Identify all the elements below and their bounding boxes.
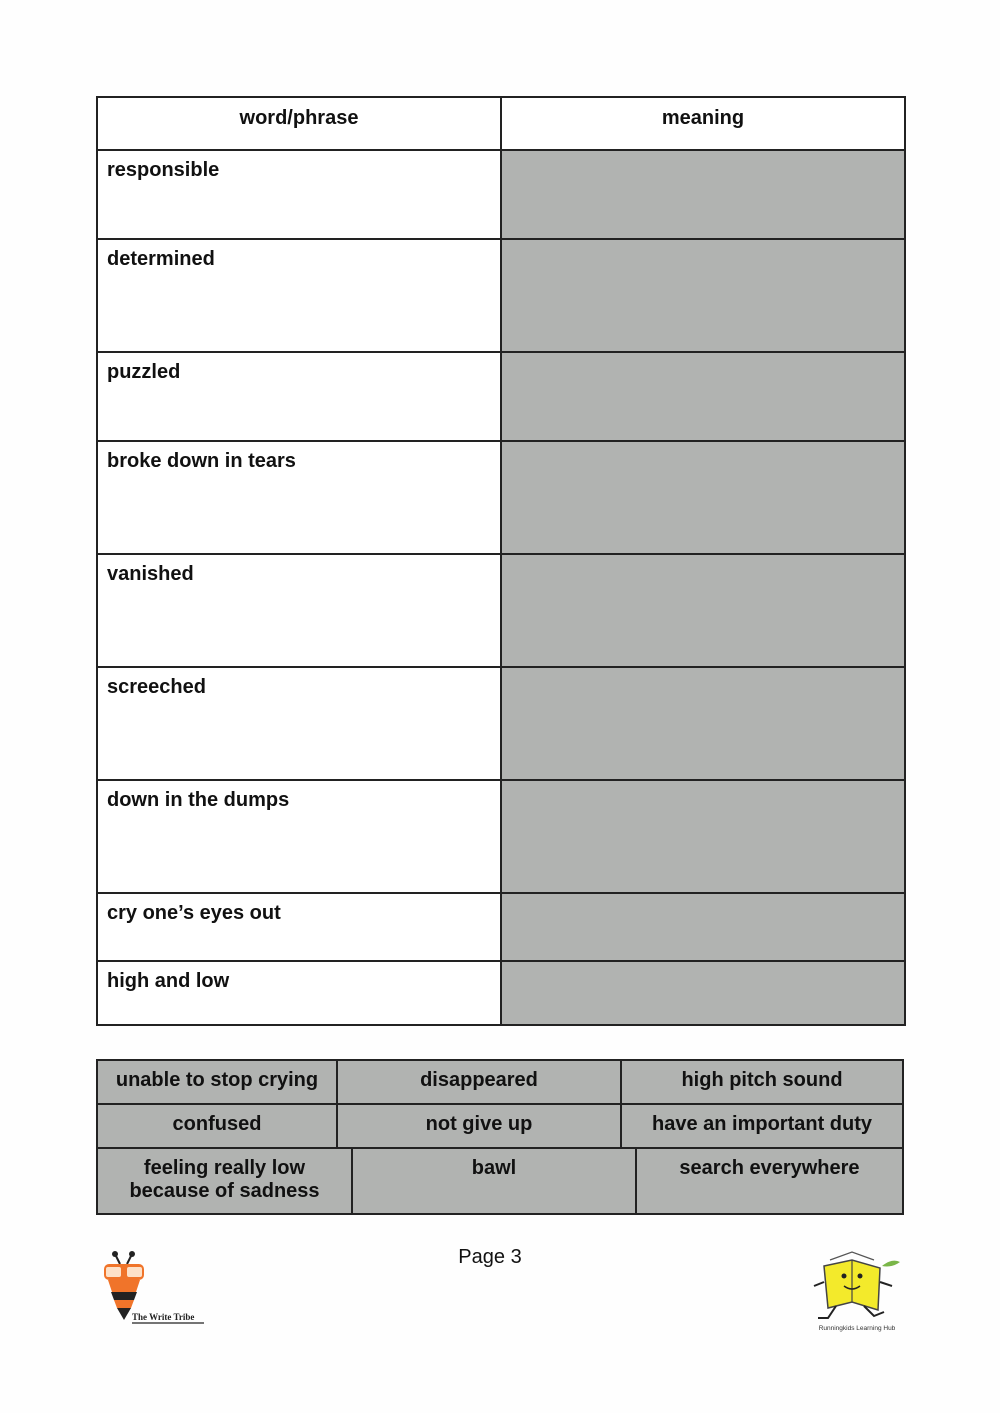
table-row bbox=[97, 441, 905, 554]
meaning-answer-cell[interactable] bbox=[501, 667, 905, 780]
table-row bbox=[97, 352, 905, 441]
header-word-phrase: word/phrase bbox=[97, 97, 501, 150]
word-cell: vanished bbox=[97, 554, 501, 667]
word-bank-option[interactable]: feeling really low because of sadness bbox=[129, 1157, 320, 1202]
header-meaning: meaning bbox=[501, 97, 905, 150]
meaning-answer-cell[interactable] bbox=[501, 150, 905, 239]
meaning-answer-cell[interactable] bbox=[501, 239, 905, 352]
logo-text-right: Runningkids Learning Hub bbox=[818, 1325, 896, 1332]
word-bank-option[interactable]: confused bbox=[172, 1113, 262, 1135]
word-cell: cry one’s eyes out bbox=[97, 893, 501, 961]
meaning-answer-cell[interactable] bbox=[501, 352, 905, 441]
table-row bbox=[97, 554, 905, 667]
word-bank bbox=[96, 1059, 904, 1215]
word-bank-row bbox=[98, 1147, 902, 1213]
word-bank-row bbox=[98, 1061, 902, 1103]
vocabulary-table bbox=[96, 96, 906, 1026]
word-bank-option[interactable]: bawl bbox=[351, 1149, 635, 1213]
word-bank-option[interactable]: have an important duty bbox=[620, 1105, 902, 1147]
word-cell: puzzled bbox=[97, 352, 501, 441]
word-cell: high and low bbox=[97, 961, 501, 1025]
table-row bbox=[97, 780, 905, 893]
meaning-answer-cell[interactable] bbox=[501, 893, 905, 961]
running-book-icon bbox=[814, 1252, 900, 1318]
page-number: Page 3 bbox=[458, 1246, 522, 1268]
word-cell: down in the dumps bbox=[97, 780, 501, 893]
table-row bbox=[97, 961, 905, 1025]
word-cell: determined bbox=[97, 239, 501, 352]
word-bank-option[interactable]: not give up bbox=[336, 1105, 620, 1147]
word-bank-row bbox=[98, 1103, 902, 1147]
word-cell: responsible bbox=[97, 150, 501, 239]
word-cell: broke down in tears bbox=[97, 441, 501, 554]
table-row bbox=[97, 150, 905, 239]
meaning-answer-cell[interactable] bbox=[501, 441, 905, 554]
write-tribe-logo bbox=[96, 1248, 208, 1328]
meaning-answer-cell[interactable] bbox=[501, 780, 905, 893]
word-bank-option[interactable]: high pitch sound bbox=[620, 1061, 902, 1103]
meaning-answer-cell[interactable] bbox=[501, 554, 905, 667]
table-row bbox=[97, 239, 905, 352]
word-cell: screeched bbox=[97, 667, 501, 780]
table-header-row bbox=[97, 97, 905, 150]
learning-hub-logo bbox=[808, 1242, 906, 1342]
table-row bbox=[97, 667, 905, 780]
logo-text-left: The Write Tribe bbox=[132, 1312, 195, 1322]
meaning-answer-cell[interactable] bbox=[501, 961, 905, 1025]
word-bank-option[interactable]: search everywhere bbox=[635, 1149, 902, 1213]
word-bank-option[interactable]: unable to stop crying bbox=[115, 1069, 319, 1091]
word-bank-option[interactable]: disappeared bbox=[336, 1061, 620, 1103]
table-row bbox=[97, 893, 905, 961]
bee-icon bbox=[104, 1251, 144, 1320]
